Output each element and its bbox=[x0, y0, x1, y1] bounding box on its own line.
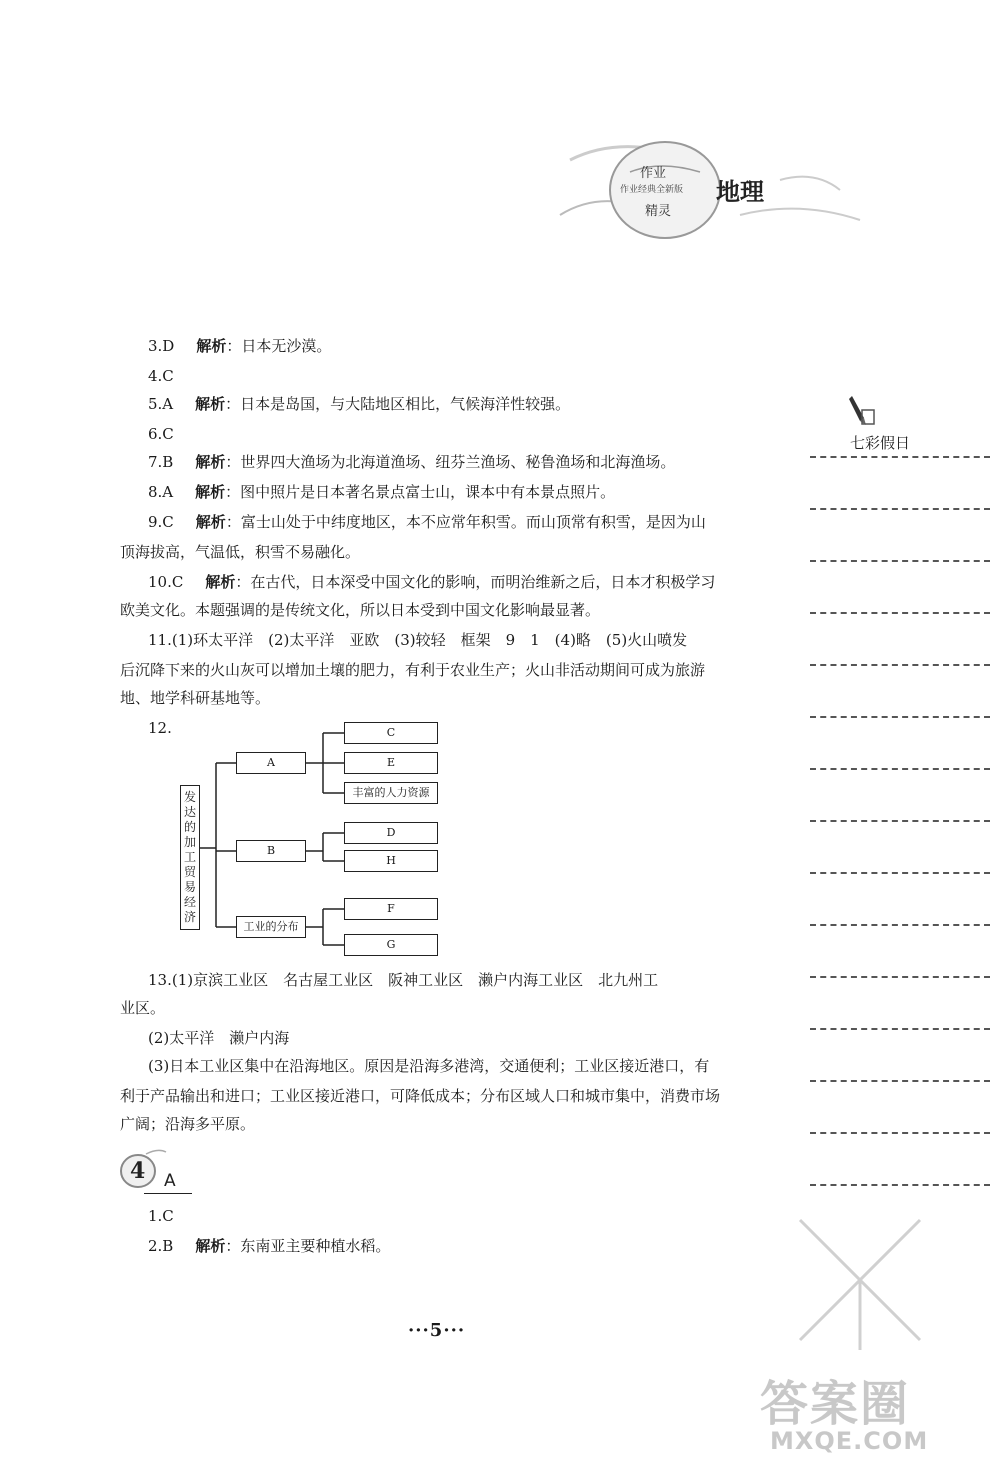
windmill-decoration bbox=[780, 1200, 950, 1350]
diagram-leaf-c: C bbox=[344, 722, 438, 744]
note-line bbox=[810, 508, 990, 510]
logo-text-mid: 作业经典全新版 bbox=[620, 185, 684, 195]
answer-11: 11.(1)环太平洋 (2)太平洋 亚欧 (3)较轻 框架 9 1 (4)略 (5)火山喷发 bbox=[148, 631, 688, 649]
note-line bbox=[810, 976, 990, 978]
diagram-leaf-h: H bbox=[344, 850, 438, 872]
diagram-leaf-labor: 丰富的人力资源 bbox=[344, 782, 438, 804]
analysis-label: 解析 bbox=[195, 483, 226, 501]
note-line bbox=[810, 924, 990, 926]
section-number: 4 bbox=[130, 1158, 146, 1184]
answer-13-cont: 广阔；沿海多平原。 bbox=[120, 1115, 256, 1133]
analysis-text: ：日本无沙漠。 bbox=[226, 337, 332, 355]
subject-title: 地理 bbox=[716, 177, 764, 206]
logo-text-top: 作业 bbox=[640, 166, 667, 181]
answer-7 bbox=[148, 452, 675, 472]
answer-13-part3: (3)日本工业区集中在沿海地区。原因是沿海多港湾，交通便利；工业区接近港口，有 bbox=[148, 1057, 710, 1075]
analysis-text: ：世界四大渔场为北海道渔场、纽芬兰渔场、秘鲁渔场和北海渔场。 bbox=[225, 453, 676, 471]
answer-5 bbox=[148, 394, 570, 414]
answer-13-cont: 利于产品输出和进口；工业区接近港口，可降低成本；分布区域人口和城市集中，消费市场 bbox=[120, 1087, 721, 1105]
note-line bbox=[810, 1132, 990, 1134]
analysis-text: ：在古代，日本深受中国文化的影响，而明治维新之后，日本才积极学习 bbox=[235, 573, 716, 591]
section-header bbox=[118, 1146, 198, 1196]
answer-number: 4.C bbox=[148, 367, 174, 385]
answer-10 bbox=[148, 572, 715, 592]
answer-9 bbox=[148, 512, 706, 532]
section-underline bbox=[144, 1193, 192, 1194]
analysis-label: 解析 bbox=[195, 395, 226, 413]
answer-number: 3.D bbox=[148, 337, 175, 355]
answer-number: 6.C bbox=[148, 425, 174, 443]
answer-3 bbox=[148, 336, 331, 356]
answer-11-cont: 后沉降下来的火山灰可以增加土壤的肥力，有利于农业生产；火山非活动期间可成为旅游 bbox=[120, 661, 706, 679]
answer-number: 10.C bbox=[148, 573, 184, 591]
sidebar-label: 七彩假日 bbox=[850, 434, 911, 452]
answer-10-cont: 欧美文化。本题强调的是传统文化，所以日本受到中国文化影响最显著。 bbox=[120, 601, 601, 619]
note-line bbox=[810, 560, 990, 562]
note-line bbox=[810, 872, 990, 874]
diagram-leaf-e: E bbox=[344, 752, 438, 774]
answer-8 bbox=[148, 482, 615, 502]
note-line bbox=[810, 664, 990, 666]
note-line bbox=[810, 1184, 990, 1186]
pen-icon bbox=[846, 394, 876, 428]
note-line bbox=[810, 1080, 990, 1082]
answer-number: 9.C bbox=[148, 513, 174, 531]
diagram-leaf-g: G bbox=[344, 934, 438, 956]
logo-text-bottom: 精灵 bbox=[645, 204, 672, 219]
structure-diagram bbox=[170, 715, 470, 965]
note-line bbox=[810, 612, 990, 614]
answer-number: 2.B bbox=[148, 1237, 174, 1255]
answer-s4-2 bbox=[148, 1236, 390, 1256]
answer-13-part2: (2)太平洋 濑户内海 bbox=[148, 1029, 290, 1047]
diagram-root: 发达的加工贸易经济 bbox=[180, 785, 200, 930]
analysis-label: 解析 bbox=[195, 1237, 226, 1255]
note-line bbox=[810, 716, 990, 718]
analysis-label: 解析 bbox=[205, 573, 236, 591]
note-line bbox=[810, 768, 990, 770]
analysis-text: ：东南亚主要种植水稻。 bbox=[225, 1237, 391, 1255]
answer-9-cont: 顶海拔高，气温低，积雪不易融化。 bbox=[120, 543, 361, 561]
diagram-branch-industry: 工业的分布 bbox=[236, 916, 306, 938]
site-watermark bbox=[760, 1365, 990, 1465]
analysis-label: 解析 bbox=[195, 453, 226, 471]
answer-11-cont: 地、地学科研基地等。 bbox=[120, 689, 271, 707]
note-line bbox=[810, 1028, 990, 1030]
answer-6 bbox=[148, 424, 174, 444]
answer-12: 12. bbox=[148, 719, 172, 737]
watermark-text: 答案圈 bbox=[760, 1376, 911, 1432]
answer-13: 13.(1)京滨工业区 名古屋工业区 阪神工业区 濑户内海工业区 北九州工 bbox=[148, 971, 659, 989]
answer-number: 8.A bbox=[148, 483, 174, 501]
header-logo bbox=[540, 120, 870, 250]
answer-4 bbox=[148, 366, 174, 386]
note-line bbox=[810, 456, 990, 458]
analysis-label: 解析 bbox=[196, 337, 227, 355]
note-line bbox=[810, 820, 990, 822]
answer-number: 5.A bbox=[148, 395, 174, 413]
answer-number: 1.C bbox=[148, 1207, 174, 1225]
analysis-text: ：日本是岛国，与大陆地区相比，气候海洋性较强。 bbox=[225, 395, 571, 413]
watermark-url: MXQE.COM bbox=[770, 1427, 929, 1455]
analysis-text: ：图中照片是日本著名景点富士山，课本中有本景点照片。 bbox=[225, 483, 616, 501]
answer-13-cont: 业区。 bbox=[120, 999, 166, 1017]
page-number: ···5··· bbox=[408, 1320, 466, 1341]
diagram-leaf-f: F bbox=[344, 898, 438, 920]
diagram-leaf-d: D bbox=[344, 822, 438, 844]
answer-number: 7.B bbox=[148, 453, 174, 471]
section-letter: A bbox=[164, 1171, 176, 1191]
diagram-branch-a: A bbox=[236, 752, 306, 774]
analysis-text: ：富士山处于中纬度地区，本不应常年积雪。而山顶常有积雪，是因为山 bbox=[225, 513, 706, 531]
answer-s4-1 bbox=[148, 1206, 174, 1226]
diagram-branch-b: B bbox=[236, 840, 306, 862]
analysis-label: 解析 bbox=[195, 513, 226, 531]
logo-decoration bbox=[540, 120, 870, 250]
